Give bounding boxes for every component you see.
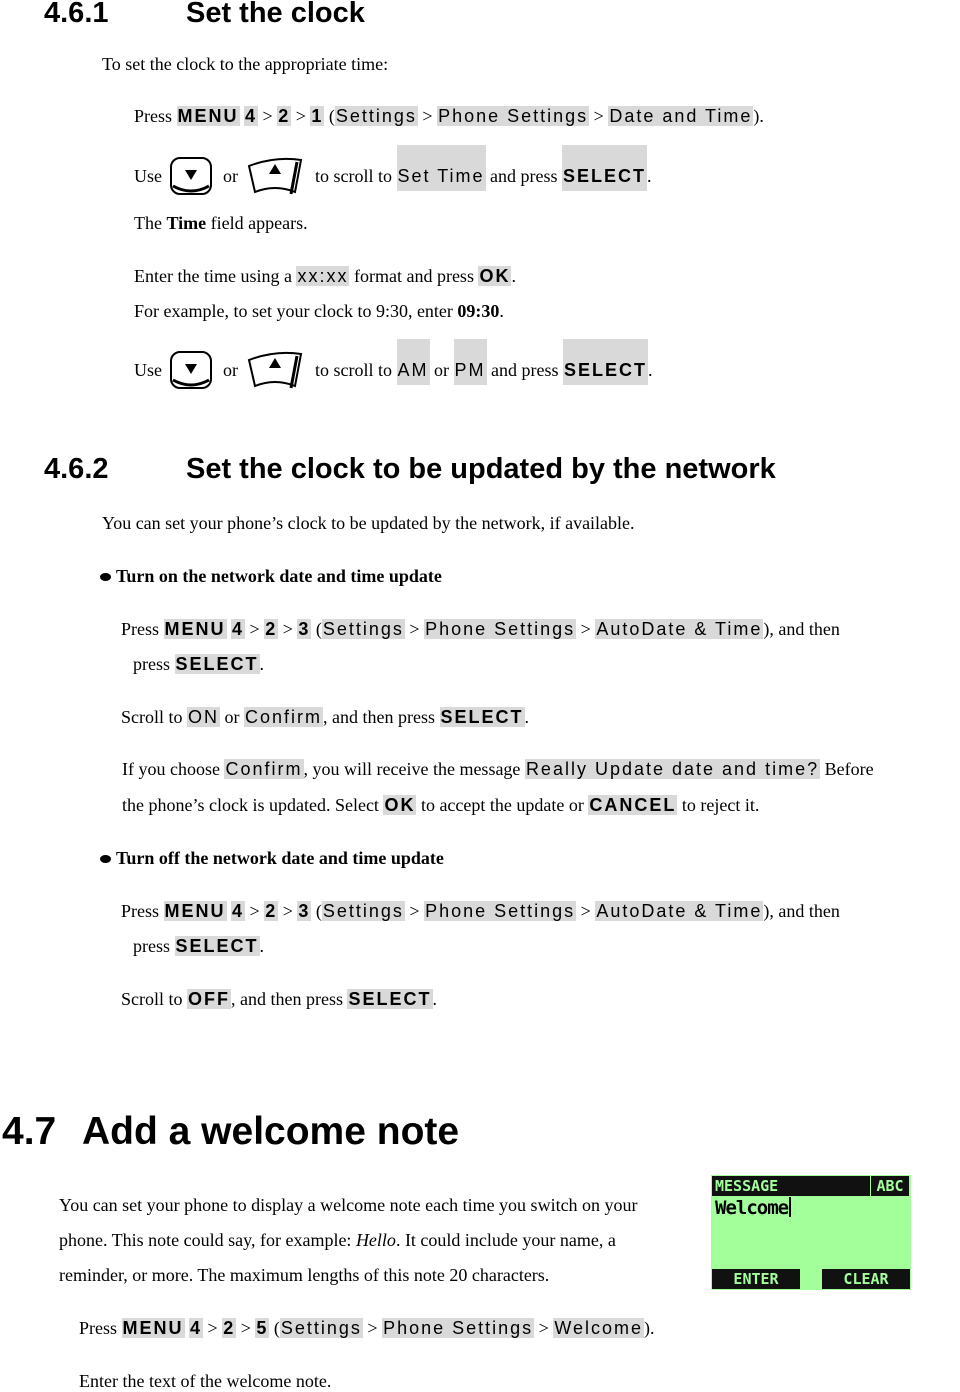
section-title: Set the clock — [186, 0, 365, 29]
bullet-icon — [100, 573, 111, 581]
intro-text: You can set your phone’s clock to be updated by the network, if available. — [102, 513, 635, 533]
phone-lcd-screenshot — [711, 1175, 911, 1290]
section-number: 4.7 — [2, 1110, 57, 1153]
text-cursor — [789, 1197, 791, 1217]
lcd-title-bar: MESSAGE — [712, 1176, 870, 1196]
section-title: Add a welcome note — [82, 1110, 460, 1153]
lcd-clear-softkey: CLEAR — [822, 1269, 910, 1289]
step-menu-path: Press MENU 4 > 2 > 1 (Settings > Phone Settings > Date and Time). — [134, 106, 764, 126]
section-number: 4.6.2 — [44, 453, 109, 485]
welcome-menu-path: Press MENU 4 > 2 > 5 (Settings > Phone Settings > Welcome). — [79, 1318, 655, 1338]
up-arrow-key-icon — [245, 156, 305, 196]
section-number: 4.6.1 — [44, 0, 109, 29]
step-scroll-am-pm: Use or to scroll to AM or PM and press SELECT. — [134, 339, 653, 390]
turn-off-menu-path: Press MENU 4 > 2 > 3 (Settings > Phone Settings > AutoDate & Time), and then — [121, 901, 840, 921]
example-text: For example, to set your clock to 9:30, enter 09:30. — [134, 301, 504, 321]
time-field-note: The Time field appears. — [134, 213, 308, 233]
up-arrow-key-icon — [245, 350, 305, 390]
section-4-6-1-heading — [44, 0, 365, 30]
confirm-message-text: If you choose Confirm, you will receive the message Really Update date and time? Before — [122, 759, 874, 779]
welcome-para-2: phone. This note could say, for example: Hello. It could include your name, a — [59, 1230, 616, 1250]
step-scroll-set-time: Use or to scroll to Set Time and press SELECT. — [134, 145, 652, 196]
welcome-para-1: You can set your phone to display a welcome note each time you switch on your — [59, 1195, 638, 1215]
section-4-6-2-heading — [44, 453, 776, 486]
welcome-enter-text: Enter the text of the welcome note. — [79, 1371, 332, 1391]
bullet-turn-on: Turn on the network date and time update — [100, 566, 442, 587]
turn-off-scroll: Scroll to OFF, and then press SELECT. — [121, 989, 437, 1009]
section-title: Set the clock to be updated by the network — [186, 453, 776, 485]
down-arrow-key-icon — [169, 350, 213, 390]
section-4-7-heading — [2, 1110, 459, 1154]
step-enter-time: Enter the time using a xx:xx format and press OK. — [134, 266, 516, 286]
lcd-mode-indicator: ABC — [871, 1176, 909, 1196]
lcd-text-entry: Welcome — [715, 1197, 791, 1219]
menu-key: MENU — [177, 106, 239, 126]
turn-on-menu-path: Press MENU 4 > 2 > 3 (Settings > Phone Settings > AutoDate & Time), and then — [121, 619, 840, 639]
lcd-enter-softkey: ENTER — [712, 1269, 800, 1289]
bullet-icon — [100, 855, 111, 863]
intro-text: To set the clock to the appropriate time: — [102, 54, 389, 74]
turn-on-scroll: Scroll to ON or Confirm, and then press SELECT. — [121, 707, 530, 727]
welcome-para-3: reminder, or more. The maximum lengths of this note 20 characters. — [59, 1265, 550, 1285]
bullet-turn-off: Turn off the network date and time update — [100, 848, 444, 869]
down-arrow-key-icon — [169, 156, 213, 196]
